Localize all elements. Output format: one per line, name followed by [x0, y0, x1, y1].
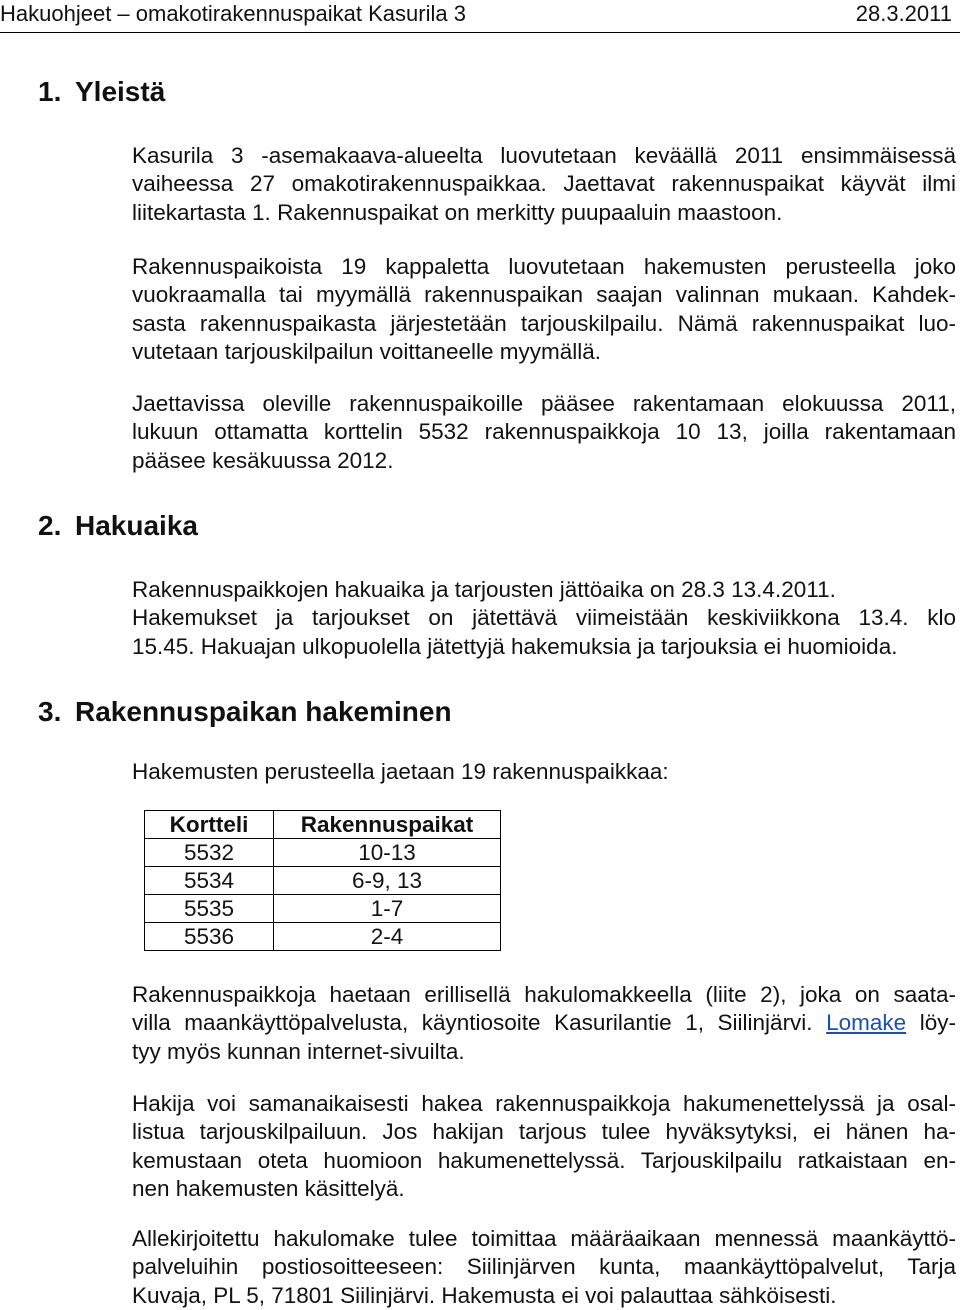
text-line: Hakija voi samanaikaisesti hakea rakennuspaikkoja hakumenettelyssä ja osal- [132, 1091, 956, 1116]
column-header-rakennuspaikat: Rakennuspaikat [274, 811, 501, 839]
section-1-paragraph-1 [132, 142, 956, 227]
text-line: Kuvaja, PL 5, 71801 Siilinjärvi. Hakemusta ei voi palauttaa sähköisesti. [132, 1282, 837, 1308]
text-line: tyy myös kunnan internet-sivuilta. [132, 1038, 465, 1064]
text-line: Rakennuspaikkoja haetaan erillisellä hakulomakkeella (liite 2), joka on saata- [132, 982, 956, 1007]
section-3-intro [132, 758, 956, 786]
section-2-paragraph-1 [132, 576, 956, 661]
section-1-heading [38, 76, 165, 108]
section-3-number: 3. [38, 696, 62, 727]
section-2-title: Hakuaika [75, 510, 198, 541]
section-3-paragraph-3 [132, 1225, 956, 1310]
text-line: nen hakemusten käsittelyä. [132, 1175, 405, 1201]
text-line: pääsee kesäkuussa 2012. [132, 447, 394, 473]
text-line: 15.45. Hakuajan ulkopuolella jätettyjä hakemuksia ja tarjouksia ei huomioida. [132, 633, 898, 659]
section-1-number: 1. [38, 76, 62, 107]
table-cell-rakennuspaikat: 6-9, 13 [274, 867, 501, 895]
section-1-paragraph-2 [132, 253, 956, 366]
text-line: Allekirjoitettu hakulomake tulee toimittaa määräaikaan mennessä maankäyttö- [132, 1226, 956, 1251]
table-cell-kortteli: 5536 [145, 923, 274, 951]
text-line: vuokraamalla tai myymällä rakennuspaikan saajan valinnan mukaan. Kahdek- [132, 282, 956, 308]
lots-table [144, 810, 501, 951]
text-line: vutetaan tarjouskilpailun voittaneelle myymällä. [132, 338, 601, 364]
text-line: Hakemusten perusteella jaetaan 19 rakennuspaikkaa: [132, 759, 669, 784]
text-segment: löy- [919, 1010, 956, 1036]
section-1-title: Yleistä [75, 76, 166, 107]
section-3-paragraph-1 [132, 981, 956, 1066]
text-line: lukuun ottamatta korttelin 5532 rakennuspaikkoja 10 13, joilla rakentamaan [132, 419, 956, 445]
text-line: listua tarjouskilpailuun. Jos hakijan tarjous tulee hyväksytyksi, ei hänen ha- [132, 1119, 956, 1145]
text-line: Rakennuspaikoista 19 kappaletta luovutetaan hakemusten perusteella joko [132, 254, 956, 279]
section-1-paragraph-3 [132, 390, 956, 475]
section-3-paragraph-2 [132, 1090, 956, 1203]
text-line: palveluihin postiosoitteeseen: Siilinjärven kunta, maankäyttöpalvelut, Tarja [132, 1254, 956, 1280]
text-line: Jaettavissa oleville rakennuspaikoille pääsee rakentamaan elokuussa 2011, [132, 391, 956, 416]
column-header-kortteli: Kortteli [145, 811, 274, 839]
table-row [145, 867, 501, 895]
text-line: Hakemukset ja tarjoukset on jätettävä viimeistään keskiviikkona 13.4. klo [132, 605, 956, 631]
text-line: liitekartasta 1. Rakennuspaikat on merkitty puupaaluin maastoon. [132, 199, 783, 225]
section-2-heading [38, 510, 198, 542]
table-cell-kortteli: 5534 [145, 867, 274, 895]
section-3-heading [38, 696, 452, 728]
table-row [145, 895, 501, 923]
table-row [145, 923, 501, 951]
table-row [145, 839, 501, 867]
table-cell-kortteli: 5535 [145, 895, 274, 923]
text-line: Rakennuspaikkojen hakuaika ja tarjousten jättöaika on 28.3 13.4.2011. [132, 577, 836, 602]
text-line: kemustaan oteta huomioon hakumenettelyssä. Tarjouskilpailu ratkaistaan en- [132, 1147, 956, 1173]
section-3-title: Rakennuspaikan hakeminen [75, 696, 452, 727]
table-header-row [145, 811, 501, 839]
text-line: sasta rakennuspaikasta järjestetään tarjouskilpailu. Nämä rakennuspaikat luo- [132, 310, 956, 336]
text-line [132, 1009, 956, 1037]
text-segment: villa maankäyttöpalvelusta, käyntiosoite Kasurilantie 1, Siilinjärvi. [132, 1010, 813, 1036]
table-cell-rakennuspaikat: 2-4 [274, 923, 501, 951]
text-line: Kasurila 3 -asemakaava-alueelta luovutetaan keväällä 2011 ensimmäisessä [132, 143, 956, 168]
table-cell-rakennuspaikat: 10-13 [274, 839, 501, 867]
text-line: vaiheessa 27 omakotirakennuspaikkaa. Jaettavat rakennuspaikat käyvät ilmi [132, 171, 956, 197]
lomake-link[interactable]: Lomake [826, 1010, 907, 1036]
document-date: 28.3.2011 [855, 1, 952, 26]
section-2-number: 2. [38, 510, 62, 541]
document-title: Hakuohjeet – omakotirakennuspaikat Kasurila 3 [0, 1, 466, 26]
table-cell-rakennuspaikat: 1-7 [274, 895, 501, 923]
table-cell-kortteli: 5532 [145, 839, 274, 867]
page-header [0, 0, 960, 33]
